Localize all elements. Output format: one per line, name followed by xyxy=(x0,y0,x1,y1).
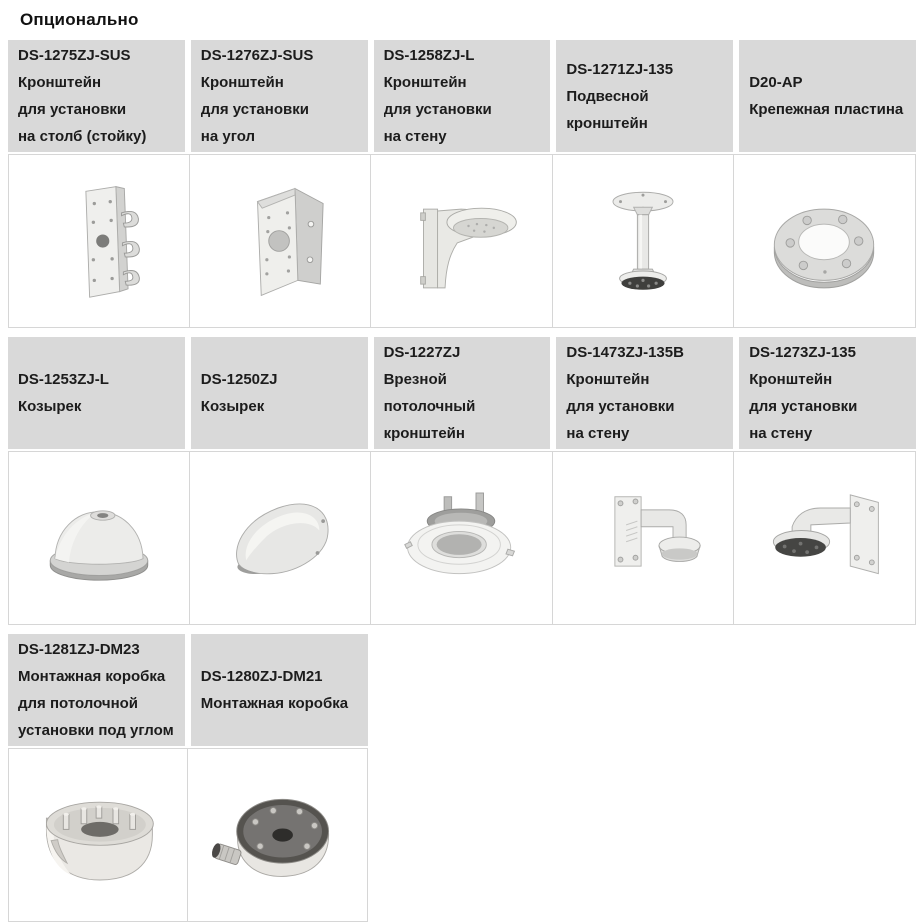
product-desc-line: на угол xyxy=(200,128,256,145)
product-code: DS-1271ZJ-135 xyxy=(566,60,674,78)
product-label-ds-1271zj-135 xyxy=(556,40,733,152)
product-desc-line: на стену xyxy=(566,425,630,442)
product-desc-line: кронштейн xyxy=(383,425,465,442)
product-label-ds-1258zj-l xyxy=(374,40,551,152)
inclined-mount-box-icon xyxy=(23,760,173,910)
image-row-1 xyxy=(8,154,916,328)
product-image-ds-1273zj-135 xyxy=(734,452,915,624)
product-label-d20-ap xyxy=(739,40,916,152)
product-desc-line: для установки xyxy=(383,101,492,118)
product-desc-line: установки под углом xyxy=(18,722,174,739)
product-label-ds-1281zj-dm23 xyxy=(8,634,185,746)
product-image-ds-1280zj-dm21 xyxy=(188,749,367,921)
product-desc-line: на стену xyxy=(383,128,447,145)
pendant-bracket-icon xyxy=(568,166,718,316)
product-code: DS-1258ZJ-L xyxy=(383,47,475,64)
product-code: DS-1281ZJ-DM23 xyxy=(18,641,140,658)
product-label-ds-1253zj-l xyxy=(8,337,185,449)
wall-cap-bracket-icon xyxy=(386,166,536,316)
product-desc-line: на столб (стойку) xyxy=(18,128,147,145)
product-image-ds-1258zj-l xyxy=(371,155,552,327)
product-desc-line: Кронштейн xyxy=(566,371,650,388)
product-desc-line: Кронштейн xyxy=(18,74,102,91)
product-desc-line: Врезной xyxy=(383,371,447,388)
product-label-ds-1280zj-dm21 xyxy=(191,634,368,746)
product-desc-line: потолочный xyxy=(383,398,476,415)
product-image-ds-1271zj-135 xyxy=(553,155,734,327)
product-code: DS-1280ZJ-DM21 xyxy=(200,668,323,685)
wall-dome-bracket-icon xyxy=(749,463,899,613)
product-code: D20-AP xyxy=(749,74,803,91)
product-desc-line: для установки xyxy=(566,398,675,415)
pole-mount-bracket-icon xyxy=(24,166,174,316)
corner-mount-bracket-icon xyxy=(205,166,355,316)
label-row-2 xyxy=(8,337,916,449)
product-desc-line: Кронштейн xyxy=(383,74,467,91)
product-label-ds-1250zj xyxy=(191,337,368,449)
product-desc-line: Монтажная коробка xyxy=(200,695,349,712)
product-code: DS-1227ZJ xyxy=(383,344,461,361)
image-row-2 xyxy=(8,451,916,625)
product-label-ds-1275zj-sus xyxy=(8,40,185,152)
product-image-ds-1473zj-135b xyxy=(553,452,734,624)
product-image-ds-1275zj-sus xyxy=(9,155,190,327)
product-code: DS-1473ZJ-135B xyxy=(566,344,684,361)
product-code: DS-1273ZJ-135 xyxy=(749,344,856,361)
product-code: DS-1250ZJ xyxy=(200,371,278,388)
product-label-ds-1473zj-135b xyxy=(556,337,733,449)
image-row-3 xyxy=(8,748,368,922)
product-label-ds-1273zj-135 xyxy=(739,337,916,449)
product-image-ds-1253zj-l xyxy=(9,452,190,624)
product-desc-line: для потолочной xyxy=(18,695,139,712)
product-image-d20-ap xyxy=(734,155,915,327)
product-desc-line: Кронштейн xyxy=(200,74,284,91)
product-code: DS-1253ZJ-L xyxy=(18,371,109,388)
product-image-ds-1227zj xyxy=(371,452,552,624)
product-image-ds-1250zj xyxy=(190,452,371,624)
product-desc-line: Козырек xyxy=(18,398,82,415)
product-desc-line: для установки xyxy=(749,398,858,415)
product-desc-line: Подвесной xyxy=(566,87,649,105)
recessed-ceiling-mount-icon xyxy=(386,463,536,613)
product-desc-line: Кронштейн xyxy=(749,371,833,388)
product-desc-line: Крепежная пластина xyxy=(749,101,904,118)
product-desc-line: Козырек xyxy=(200,398,265,415)
product-desc-line: для установки xyxy=(18,101,127,118)
product-desc-line: на стену xyxy=(749,425,813,442)
cone-shade-icon xyxy=(205,463,355,613)
product-code: DS-1276ZJ-SUS xyxy=(200,47,314,64)
product-desc-line: кронштейн xyxy=(566,114,648,132)
product-image-ds-1281zj-dm23 xyxy=(9,749,188,921)
label-row-3 xyxy=(8,634,916,746)
product-label-ds-1227zj xyxy=(374,337,551,449)
product-label-ds-1276zj-sus xyxy=(191,40,368,152)
page-title: Опционально xyxy=(20,10,139,29)
product-image-ds-1276zj-sus xyxy=(190,155,371,327)
adapter-plate-icon xyxy=(749,166,899,316)
junction-box-icon xyxy=(202,760,352,910)
product-desc-line: Монтажная коробка xyxy=(18,668,166,685)
dome-shade-icon xyxy=(24,463,174,613)
product-desc-line: для установки xyxy=(200,101,309,118)
wall-arm-bracket-icon xyxy=(568,463,718,613)
product-code: DS-1275ZJ-SUS xyxy=(18,47,131,64)
label-row-1 xyxy=(8,40,916,152)
